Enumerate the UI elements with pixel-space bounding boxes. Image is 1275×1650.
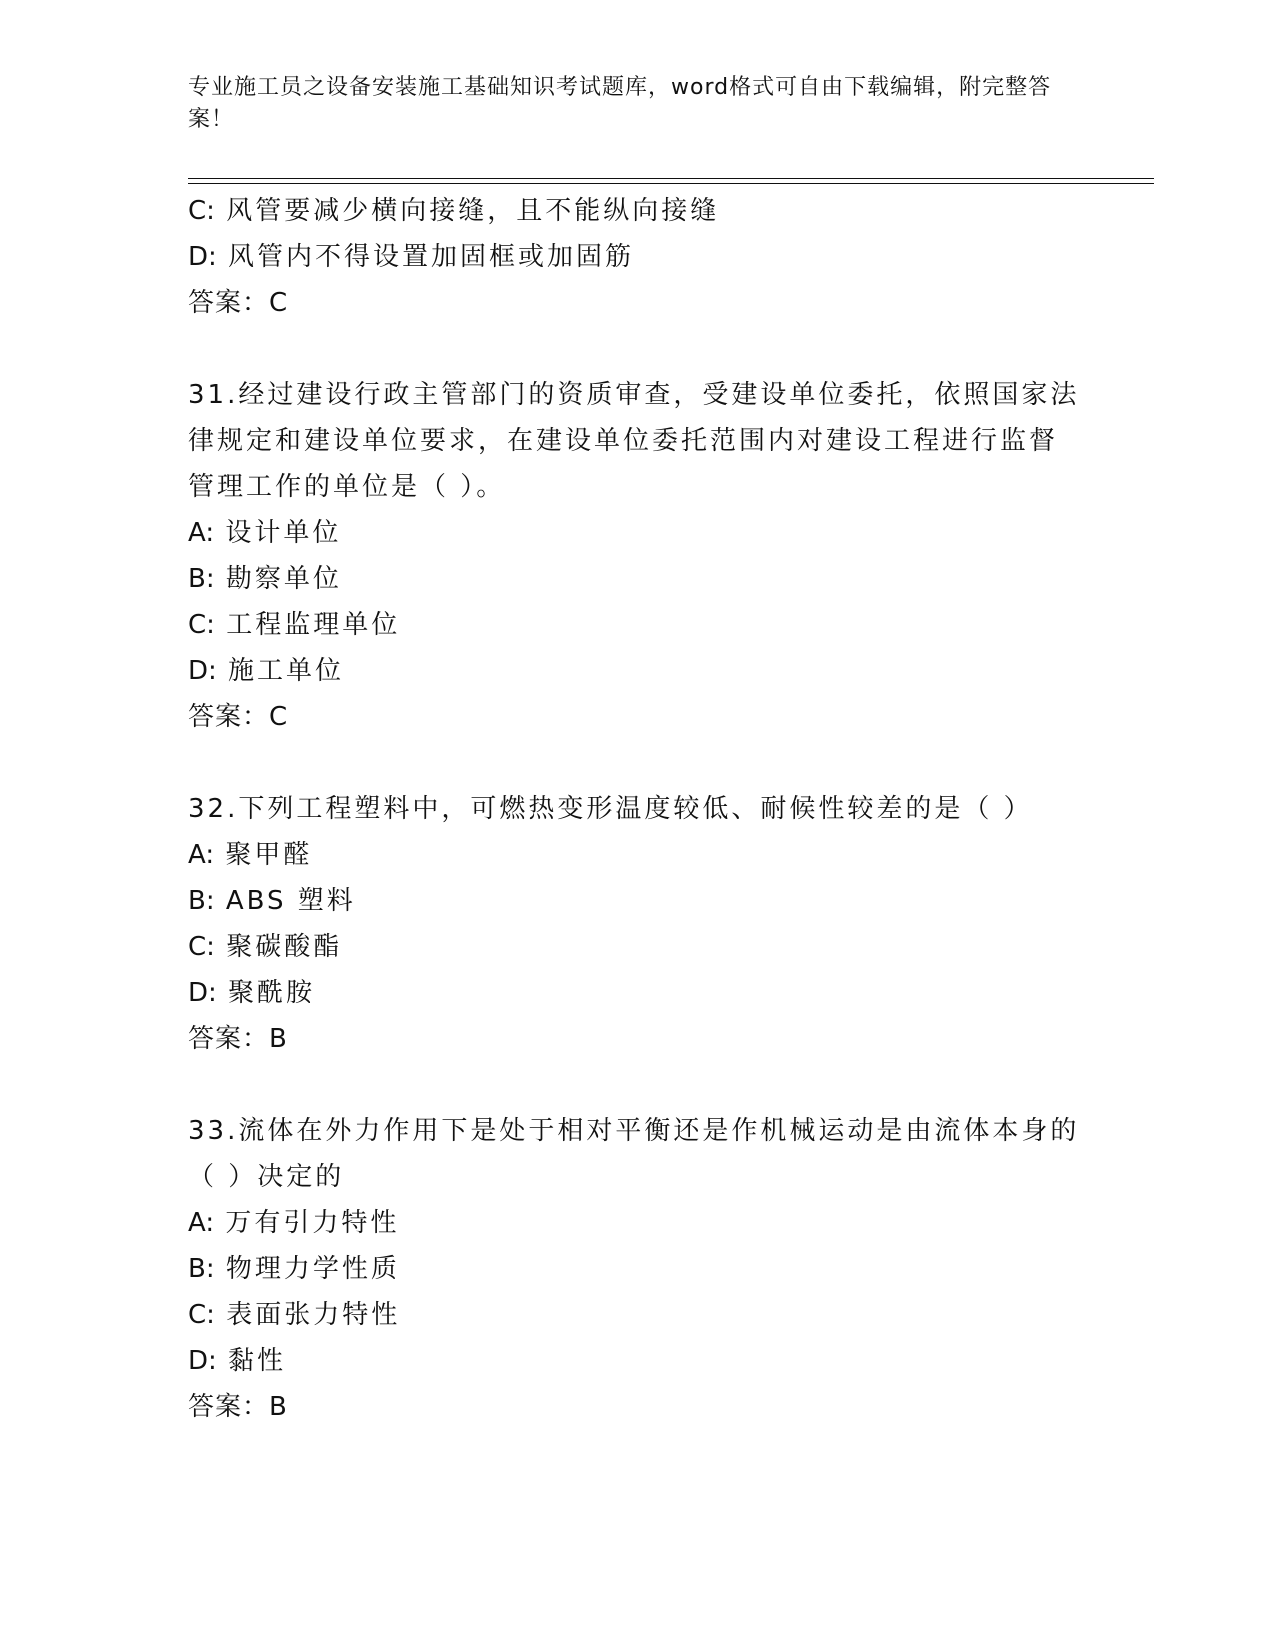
option-text: ABS 塑料 bbox=[225, 886, 356, 916]
option-text: 聚酰胺 bbox=[228, 978, 316, 1008]
option-text: 物理力学性质 bbox=[225, 1254, 400, 1284]
option-text: 聚甲醛 bbox=[225, 840, 313, 870]
spacer bbox=[188, 326, 1088, 372]
option-prefix: C: bbox=[188, 196, 215, 226]
option-text: 施工单位 bbox=[228, 656, 345, 686]
option-prefix: D: bbox=[188, 242, 217, 272]
option-line bbox=[188, 924, 1088, 970]
option-text: 勘察单位 bbox=[225, 564, 342, 594]
header-rule-top bbox=[188, 178, 1154, 179]
option-line bbox=[188, 556, 1088, 602]
option-text: 表面张力特性 bbox=[226, 1300, 401, 1330]
question-line: 32.下列工程塑料中，可燃热变形温度较低、耐候性较差的是（ ） bbox=[188, 794, 1033, 824]
answer-line: 答案：B bbox=[188, 1024, 288, 1054]
option-line bbox=[188, 234, 1088, 280]
question-line: （ ）决定的 bbox=[188, 1162, 345, 1192]
option-line bbox=[188, 1292, 1088, 1338]
option-prefix: A: bbox=[188, 1208, 215, 1238]
option-text: 万有引力特性 bbox=[225, 1208, 400, 1238]
option-text: 风管内不得设置加固框或加固筋 bbox=[228, 242, 635, 272]
option-prefix: A: bbox=[188, 840, 215, 870]
answer-line: 答案：B bbox=[188, 1392, 288, 1422]
option-prefix: D: bbox=[188, 656, 217, 686]
spacer bbox=[188, 1062, 1088, 1108]
header-rule-bottom bbox=[188, 183, 1154, 184]
option-text: 黏性 bbox=[228, 1346, 287, 1376]
question-line: 管理工作的单位是（ ）。 bbox=[188, 472, 506, 502]
option-line bbox=[188, 1200, 1088, 1246]
option-prefix: C: bbox=[188, 610, 215, 640]
option-prefix: B: bbox=[188, 564, 215, 594]
option-prefix: D: bbox=[188, 978, 217, 1008]
option-prefix: B: bbox=[188, 886, 215, 916]
option-line bbox=[188, 602, 1088, 648]
option-prefix: C: bbox=[188, 932, 215, 962]
option-text: 设计单位 bbox=[225, 518, 342, 548]
option-text: 工程监理单位 bbox=[226, 610, 401, 640]
question-line: 33.流体在外力作用下是处于相对平衡还是作机械运动是由流体本身的 bbox=[188, 1116, 1080, 1146]
option-line bbox=[188, 1338, 1088, 1384]
option-line bbox=[188, 648, 1088, 694]
option-line bbox=[188, 970, 1088, 1016]
answer-line: 答案：C bbox=[188, 288, 289, 318]
option-prefix: A: bbox=[188, 518, 215, 548]
document-body bbox=[188, 188, 1088, 1430]
option-line bbox=[188, 510, 1088, 556]
header-text: 专业施工员之设备安装施工基础知识考试题库，word格式可自由下载编辑，附完整答案！ bbox=[188, 75, 1052, 132]
option-prefix: D: bbox=[188, 1346, 217, 1376]
option-text: 聚碳酸酯 bbox=[226, 932, 343, 962]
option-prefix: C: bbox=[188, 1300, 215, 1330]
option-text: 风管要减少横向接缝，且不能纵向接缝 bbox=[226, 196, 720, 226]
answer-line: 答案：C bbox=[188, 702, 289, 732]
question-line: 律规定和建设单位要求，在建设单位委托范围内对建设工程进行监督 bbox=[188, 426, 1059, 456]
option-line bbox=[188, 1246, 1088, 1292]
option-line bbox=[188, 832, 1088, 878]
option-line bbox=[188, 188, 1088, 234]
spacer bbox=[188, 740, 1088, 786]
question-line: 31.经过建设行政主管部门的资质审查，受建设单位委托，依照国家法 bbox=[188, 380, 1080, 410]
option-line bbox=[188, 878, 1088, 924]
option-prefix: B: bbox=[188, 1254, 215, 1284]
